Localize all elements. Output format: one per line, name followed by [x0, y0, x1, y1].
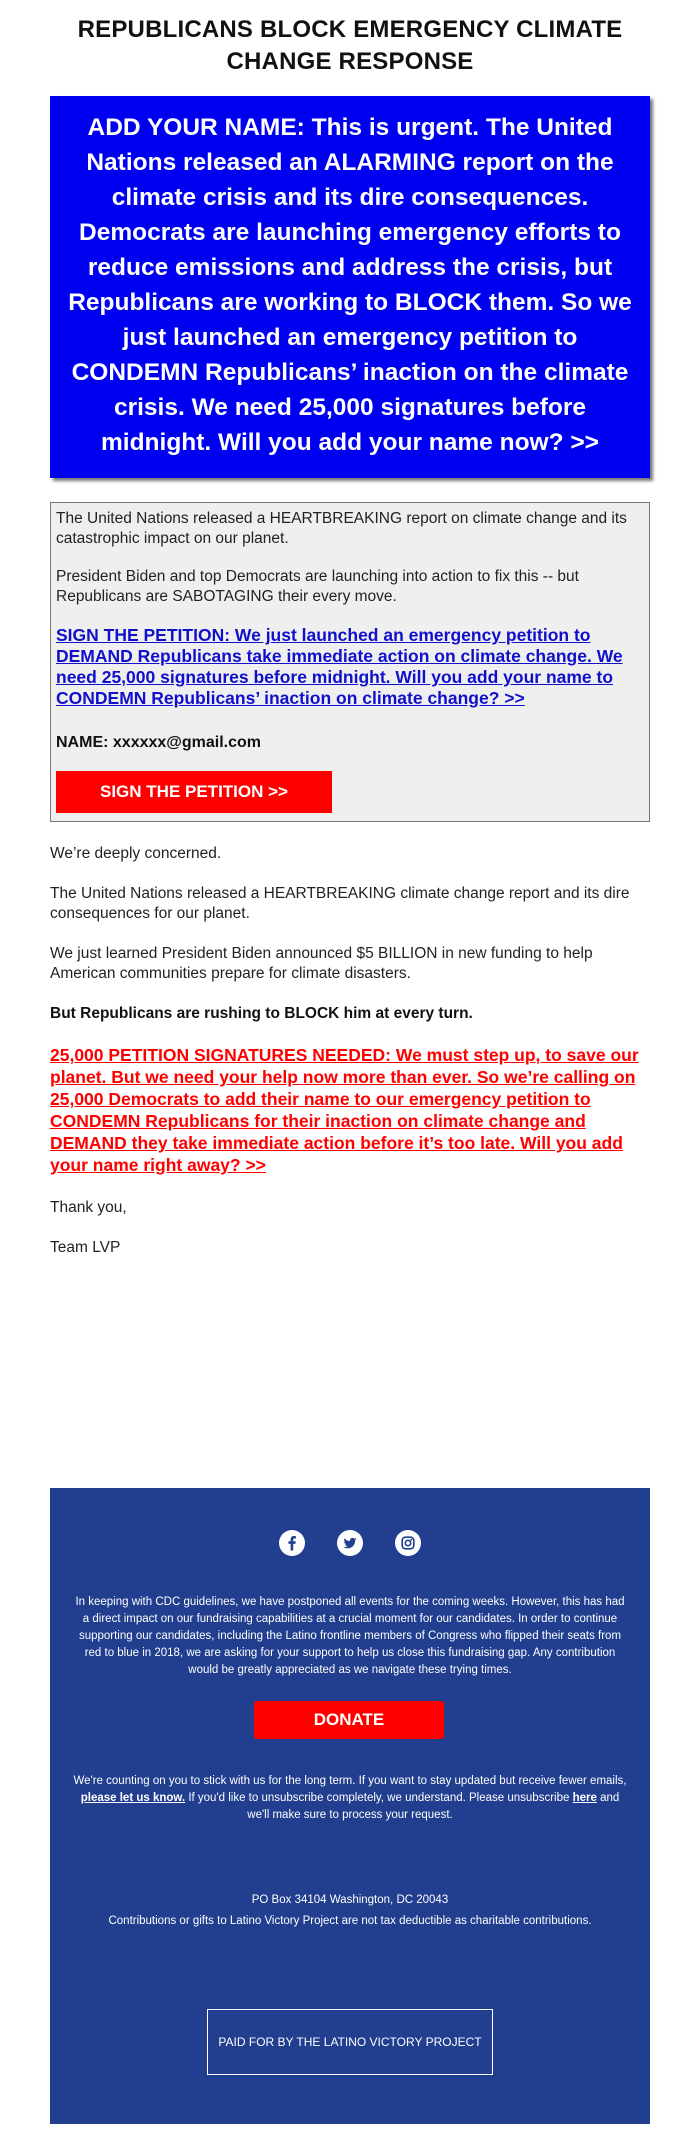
name-row [56, 733, 644, 753]
letter-signoff: Thank you, [50, 1199, 127, 1216]
mailing-address: PO Box 34104 Washington, DC 20043 [251, 1894, 449, 1906]
petition-paragraph-2: President Biden and top Democrats are launching into action to fix this -- but Republicans are SABOTAGING their every move. [56, 568, 579, 605]
social-links [50, 1530, 650, 1556]
twitter-icon[interactable] [337, 1530, 363, 1556]
hero-banner-link[interactable]: ADD YOUR NAME: This is urgent. The United Nations released an ALARMING report on the climate crisis and its dire consequences. Democrats are launching emergency efforts to reduce emissions and address the crisis, but Republicans are working to BLOCK them. So we just launched an emergency petition to CONDEMN Republicans’ inaction on the climate crisis. We need 25,000 signatures before midnight. Will you add your name now? >> [50, 96, 650, 478]
letter-body [50, 822, 650, 1258]
name-label: NAME: [56, 734, 109, 751]
letter-paragraph-3: We just learned President Biden announced $5 BILLION in new funding to help American communities prepare for climate disasters. [50, 945, 593, 982]
unsubscribe-link[interactable]: here [572, 1792, 597, 1804]
paid-for-notice: PAID FOR BY THE LATINO VICTORY PROJECT [207, 2009, 493, 2075]
sign-petition-link[interactable]: SIGN THE PETITION: We just launched an emergency petition to DEMAND Republicans take immediate action on climate change. We need 25,000 signatures before midnight. Will you add your name to CONDEMN Republicans’ inaction on climate change? >> [56, 625, 623, 708]
letter-signature: Team LVP [50, 1239, 121, 1256]
petition-box [50, 502, 650, 822]
subscription-text-2: If you'd like to unsubscribe completely, we understand. Please unsubscribe [185, 1792, 573, 1804]
name-value: xxxxxx@gmail.com [112, 734, 262, 751]
email-body [50, 0, 650, 1258]
footer [50, 1488, 650, 2124]
instagram-icon[interactable] [395, 1530, 421, 1556]
letter-paragraph-1: We’re deeply concerned. [50, 845, 222, 862]
letter-paragraph-2: The United Nations released a HEARTBREAKING climate change report and its dire consequences for our planet. [50, 885, 630, 922]
tax-disclaimer: Contributions or gifts to Latino Victory Project are not tax deductible as charitable contributions. [108, 1915, 592, 1927]
cdc-guidelines-note: In keeping with CDC guidelines, we have postponed all events for the coming weeks. However, this has had a direct impact on our fundraising capabilities at a crucial moment for our candidates. In order to continue supporting our candidates, including the Latino frontline members of Congress who flipped their seats from red to blue in 2018, we are asking for your support to help us close this fundraising gap. Any contribution would be greatly appreciated as we navigate these trying times. [75, 1596, 625, 1676]
petition-paragraph-1: The United Nations released a HEARTBREAKING report on climate change and its catastrophic impact on our planet. [56, 510, 627, 547]
subscription-note [72, 1773, 628, 1824]
subscription-text-3: and we'll make sure to process your request. [247, 1792, 620, 1821]
subscription-text-1: We're counting on you to stick with us for the long term. If you want to stay updated but receive fewer emails, [73, 1775, 627, 1787]
fewer-emails-link[interactable]: please let us know. [80, 1792, 186, 1804]
page-title: REPUBLICANS BLOCK EMERGENCY CLIMATE CHANGE RESPONSE [77, 16, 623, 75]
facebook-icon[interactable] [279, 1530, 305, 1556]
letter-paragraph-4: But Republicans are rushing to BLOCK him at every turn. [50, 1005, 473, 1022]
donate-button[interactable]: DONATE [254, 1701, 444, 1739]
signatures-needed-link[interactable]: 25,000 PETITION SIGNATURES NEEDED: We must step up, to save our planet. But we need your help now more than ever. So we’re calling on 25,000 Democrats to add their name to our emergency petition to CONDEMN Republicans for their inaction on climate change and DEMAND they take immediate action before it’s too late. Will you add your name right away? >> [50, 1045, 639, 1175]
sign-petition-button[interactable]: SIGN THE PETITION >> [56, 771, 332, 813]
